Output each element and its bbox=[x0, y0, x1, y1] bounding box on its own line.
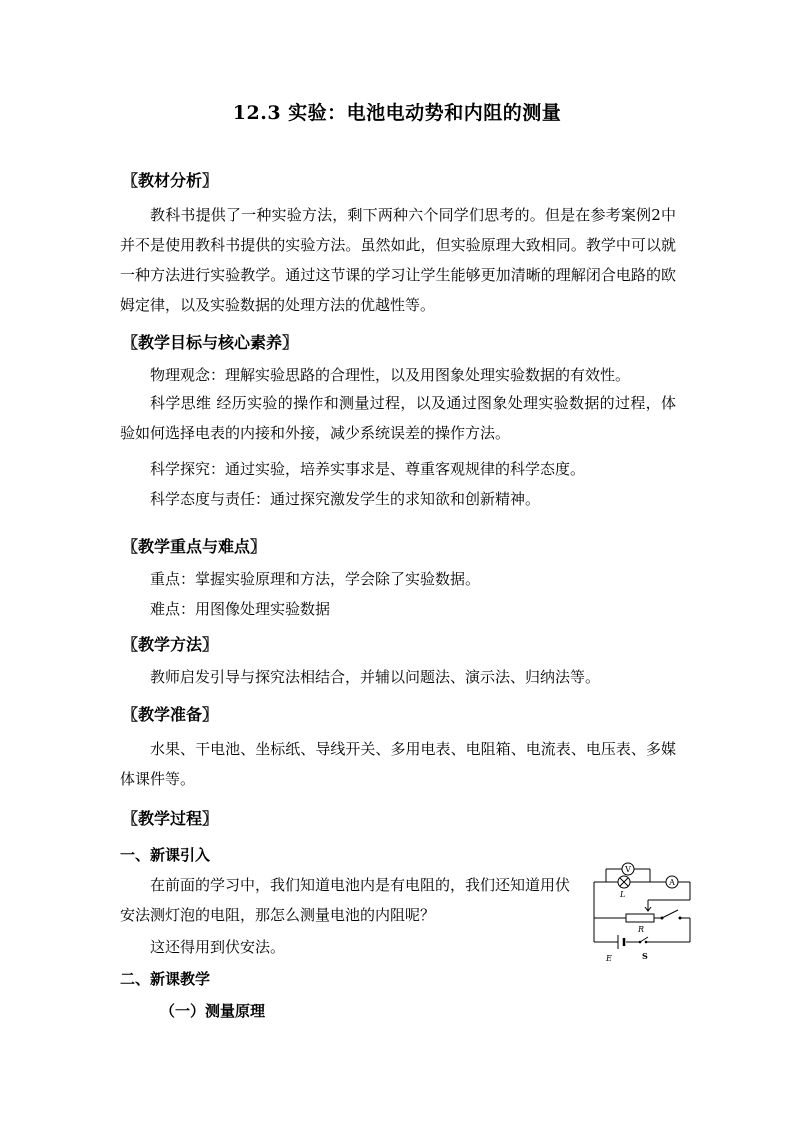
switch-icon bbox=[661, 917, 664, 920]
switch-label: S bbox=[642, 951, 648, 961]
battery-icon bbox=[618, 935, 624, 949]
switch-contact-icon bbox=[679, 917, 682, 920]
preparation-text: 水果、干电池、坐标纸、导线开关、多用电表、电阻箱、电流表、电压表、多媒体课件等。 bbox=[120, 740, 676, 788]
goal-item: 科学思维 经历实验的操作和测量过程，以及通过图象处理实验数据的过程，体验如何选择电表的内接和外接，减少系统误差的操作方法。 bbox=[120, 394, 676, 442]
goal-item: 物理观念：理解实验思路的合理性，以及用图象处理实验数据的有效性。 bbox=[150, 366, 631, 384]
heading-methods: 〖教学方法〗 bbox=[122, 635, 219, 654]
lamp-icon bbox=[618, 876, 630, 888]
methods-text: 教师启发引导与探究法相结合，并辅以问题法、演示法、归纳法等。 bbox=[150, 668, 601, 686]
key-point-item: 重点：掌握实验原理和方法，学会除了实验数据。 bbox=[150, 570, 481, 588]
rheostat-icon bbox=[626, 914, 654, 922]
heading-preparation: 〖教学准备〗 bbox=[122, 705, 219, 724]
heading-goals: 〖教学目标与核心素养〗 bbox=[122, 333, 299, 352]
ammeter-icon bbox=[666, 876, 678, 888]
intro-text-2: 这还得用到伏安法。 bbox=[150, 938, 286, 956]
page-title: 12.3 实验：电池电动势和内阻的测量 bbox=[232, 102, 562, 124]
circuit-diagram bbox=[588, 862, 700, 966]
rheostat-label: R bbox=[638, 925, 645, 934]
lamp-label: L bbox=[620, 890, 626, 899]
subheading-new-lesson: 二、新课教学 bbox=[120, 970, 211, 988]
voltmeter-label: V bbox=[625, 865, 631, 874]
key-point-item: 难点：用图像处理实验数据 bbox=[150, 600, 331, 618]
goal-item: 科学探究：通过实验，培养实事求是、尊重客观规律的科学态度。 bbox=[150, 460, 586, 478]
voltmeter-icon bbox=[622, 863, 634, 875]
ammeter-label: A bbox=[669, 878, 675, 887]
goal-item: 科学态度与责任：通过探究激发学生的求知欲和创新精神。 bbox=[150, 490, 541, 508]
battery-label: E bbox=[606, 954, 612, 963]
switch-s-icon bbox=[639, 937, 648, 943]
subheading-principle: （一）测量原理 bbox=[160, 1002, 266, 1020]
heading-key-points: 〖教学重点与难点〗 bbox=[122, 537, 267, 556]
textbook-analysis-text: 教科书提供了一种实验方法，剩下两种六个同学们思考的。但是在参考案例2中并不是使用教科书提供的实验方法。虽然如此，但实验原理大致相同。教学中可以就一种方法进行实验教学。通过这节课的学习让学生能够更加清晰的理解闭合电路的欧姆定律，以及实验数据的处理方法的优越性等。 bbox=[120, 206, 676, 314]
heading-process: 〖教学过程〗 bbox=[122, 809, 219, 828]
heading-textbook-analysis: 〖教材分析〗 bbox=[122, 171, 219, 190]
subheading-intro: 一、新课引入 bbox=[120, 846, 211, 864]
intro-text: 在前面的学习中，我们知道电池内是有电阻的，我们还知道用伏安法测灯泡的电阻，那怎么测量电池的内阻呢？ bbox=[120, 876, 571, 924]
